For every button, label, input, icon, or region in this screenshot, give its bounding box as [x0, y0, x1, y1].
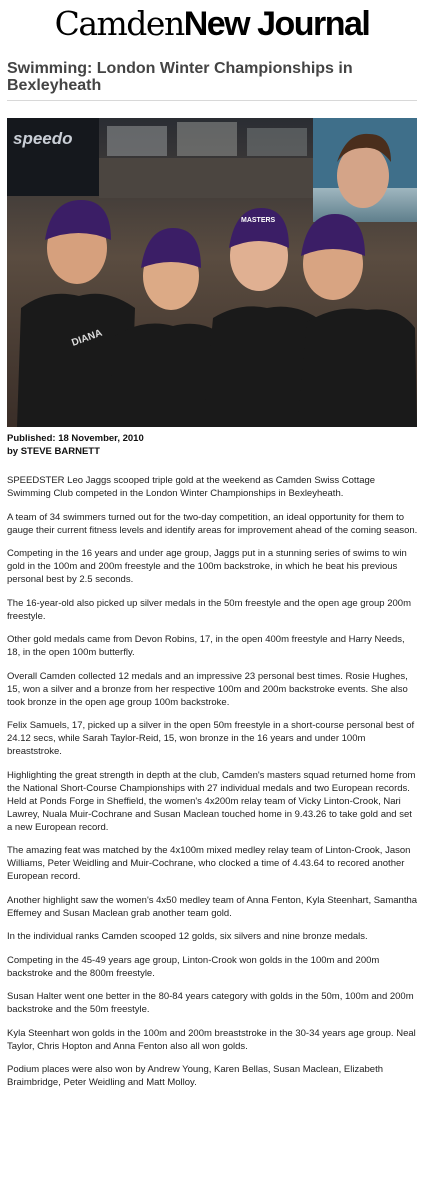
byline — [7, 432, 417, 458]
masthead-part1: Camden — [54, 4, 184, 43]
article-paragraph: A team of 34 swimmers turned out for the two-day competition, an ideal opportunity for them to gauge their current fitness levels and identify areas for improvement ahead of the coming season. — [7, 511, 418, 536]
photo-stands — [99, 158, 319, 198]
article-body — [7, 474, 419, 1100]
article-paragraph: Kyla Steenhart won golds in the 100m and 200m breaststroke in the 30-34 years age group. Neal Taylor, Chris Hopton and Anna Fenton also all won golds. — [7, 1027, 416, 1052]
article-paragraph: Highlighting the great strength in depth at the club, Camden's masters squad returned home from the National Short-Course Championships with 27 individual medals and two European records. Held at Ponds Forge in Sheffield, the women's 4x200m relay team of Vicky Linton-Crook, Nari Lawrey, Nuala Muir-Cochrane and Susan Maclean touched home in 9.43.26 to take gold and set a new European record. — [7, 769, 416, 833]
article-paragraph: Other gold medals came from Devon Robins, 17, in the open 400m freestyle and Harry Needs, 18, in the open 100m butterfly. — [7, 634, 405, 658]
article-photo — [7, 118, 417, 427]
article-paragraph: Overall Camden collected 12 medals and an impressive 23 personal best times. Rosie Hughes, 15, won a silver and a bronze from her respective 100m and 200m backstroke events. She also took bronze in the open age group 100m backstroke. — [7, 670, 408, 708]
article-paragraph: The 16-year-old also picked up silver medals in the 50m freestyle and the open age group 200m freestyle. — [7, 597, 411, 622]
photo-window — [107, 126, 167, 156]
article-paragraph: Competing in the 16 years and under age group, Jaggs put in a stunning series of swims to win gold in the 100m and 200m freestyle and the 100m backstroke, in which he beat his previous personal best by 2.5 seconds. — [7, 548, 407, 585]
headline-divider — [7, 100, 417, 101]
inset-portrait — [313, 118, 417, 222]
published-date: Published: 18 November, 2010 — [7, 433, 144, 444]
article-paragraph: Podium places were also won by Andrew Young, Karen Bellas, Susan Maclean, Elizabeth Braimbridge, Peter Weidling and Matt Molloy. — [7, 1064, 384, 1088]
article-paragraph: SPEEDSTER Leo Jaggs scooped triple gold at the weekend as Camden Swiss Cottage Swimming Club competed in the London Winter Championships in Bexleyheath. — [7, 475, 376, 499]
author: by STEVE BARNETT — [7, 446, 100, 457]
photo-window — [247, 128, 307, 156]
article-paragraph: Competing in the 45-49 years age group, Linton-Crook won golds in the 100m and 200m backstroke and the 800m freestyle. — [7, 954, 380, 979]
cap-text: MASTERS — [241, 217, 276, 224]
swimsuit-text: DIANA — [70, 327, 104, 349]
article-paragraph: Susan Halter went one better in the 80-84 years category with golds in the 50m, 100m and 200m backstroke and the 50m freestyle. — [7, 991, 414, 1015]
article-headline: Swimming: London Winter Championships in Bexleyheath — [7, 60, 353, 94]
article-paragraph: In the individual ranks Camden scooped 12 golds, six silvers and nine bronze medals. — [7, 931, 368, 942]
article-paragraph: Felix Samuels, 17, picked up a silver in the open 50m freestyle in a short-course personal best of 24.12 secs, while Sarah Taylor-Reid, 15, won bronze in the 16 years and under 100m breaststroke. — [7, 720, 415, 757]
masthead-part2: New Journal — [183, 5, 370, 43]
article-paragraph: Another highlight saw the women's 4x50 medley team of Anna Fenton, Kyla Steenhart, Samantha Effemey and Susan Maclean grab another team gold. — [7, 894, 418, 919]
masthead-logo[interactable] — [0, 4, 424, 50]
speedo-banner-text: speedo — [13, 129, 73, 148]
article-paragraph: The amazing feat was matched by the 4x100m mixed medley relay team of Linton-Crook, Jason Williams, Peter Weidling and Muir-Cochrane, who clocked a time of 4.43.64 to recored another European record. — [7, 845, 411, 882]
photo-window — [177, 122, 237, 156]
